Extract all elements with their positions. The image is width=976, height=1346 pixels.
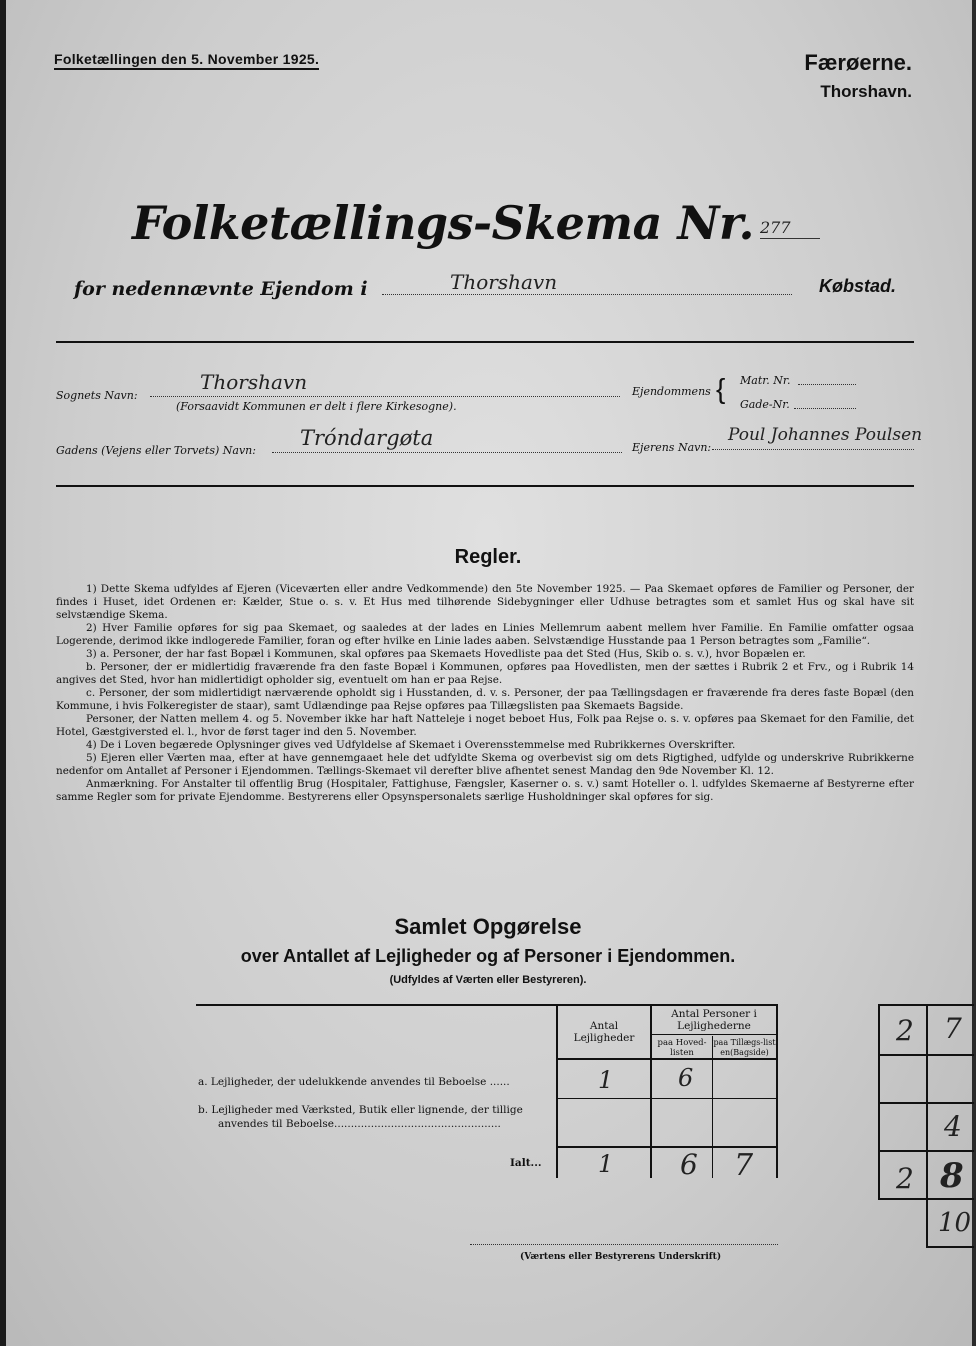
col-apartments-header: Antal Lejligheder — [573, 1020, 635, 1044]
property-label: Ejendommens — [632, 385, 711, 398]
divider-top — [56, 341, 914, 343]
summary-subheading: over Antallet af Lejligheder og af Personer i Ejendommen. — [240, 946, 736, 966]
row-total-label: Ialt... — [510, 1157, 542, 1169]
row-a-apartments: 1 — [598, 1066, 614, 1094]
rule-3-note: Personer, der Natten mellem 4. og 5. November ikke har haft Natteleje i noget beboet Hus, Folk paa Rejse o. s. v. opføres paa Skemaet for den Familie, det Hotel, Gæstgiversted el. l., hvor de først tager ind den 5. November. — [56, 713, 914, 738]
owner-value: Poul Johannes Poulsen — [728, 425, 923, 445]
side-r5c2: 10 — [938, 1208, 972, 1238]
signature-line — [470, 1244, 778, 1245]
summary-heading: Samlet Opgørelse — [394, 914, 582, 939]
street-value: Tróndargøta — [300, 426, 434, 450]
parish-fill-line — [150, 396, 620, 397]
rule-1: 1) Dette Skema udfyldes af Ejeren (Viceværten eller andre Vedkommende) den 5te November 1925. — Paa Skemaet opføres de Familier og Personer, der findes i Huset, idet Ordenen er: Kælder, Stue o. s. v. Et Hus med tilhørende Sidebygninger eller Udhuse betragtes som et samlet Hus og skal have sit selvstændige Skema. — [56, 583, 914, 621]
city-header: Thorshavn. — [820, 82, 912, 101]
parish-note: (Forsaavidt Kommunen er delt i flere Kirkesogne). — [176, 400, 457, 413]
owner-fill-line — [712, 449, 914, 450]
rules-text — [56, 583, 914, 804]
rule-5: 5) Ejeren eller Værten maa, efter at have gennemgaaet hele det udfyldte Skema og overbevist sig om dets Rigtighed, udfylde og underskrive Rubrikkerne nedenfor om Antallet af Personer i Ejendommen. Tællings-Skemaet vil derefter blive afhentet senest Mandag den 9de November Kl. 12. — [56, 752, 914, 777]
rule-remark: Anmærkning. For Anstalter til offentlig Brug (Hospitaler, Fattighuse, Fængsler, Kaserner o. s. v.) samt Hoteller o. l. udfyldes Skemaerne af Bestyrerne efter samme Regler som for private Ejendomme. Bestyrerens eller Opsynspersonalets særlige Husholdninger skal opføres for sig. — [56, 778, 914, 803]
census-date-header: Folketællingen den 5. November 1925. — [54, 51, 319, 70]
region-header: Færøerne. — [804, 50, 912, 75]
side-r4c1: 2 — [896, 1162, 914, 1195]
scan-border-right — [972, 0, 976, 1346]
gade-label: Gade-Nr. — [740, 398, 790, 411]
rule-3b: b. Personer, der er midlertidig fraværende fra den faste Bopæl i Kommunen, opføres paa Hovedlisten, men der sættes i Rubrik 2 et Frv., og i Rubrik 14 angives det Sted, hvor han midlertidigt opholder sig, eventuelt om han er paa Rejse. — [56, 661, 914, 686]
total-apartments: 1 — [598, 1150, 614, 1178]
total-main: 6 — [680, 1148, 698, 1181]
divider-middle — [56, 485, 914, 487]
table-header-line — [556, 1058, 778, 1060]
col-main-header: paa Hoved-listen — [657, 1038, 707, 1058]
total-supp: 7 — [734, 1148, 754, 1183]
side-box-row-1 — [878, 1054, 974, 1056]
rules-title: Regler. — [454, 546, 522, 568]
rule-2: 2) Hver Familie opføres for sig paa Skemaet, og saaledes at der lades en Linies Mellemrum aabent mellem hver Familie. En Familie omfatter ogsaa Logerende, derimod ikke indlogerede Familier, foran og efter hvilke en Linie lades aaben. Selvstændige Husstande paa 1 Person betragtes som „Familie“. — [56, 622, 914, 647]
rule-4: 4) De i Loven begærede Oplysninger gives ved Udfyldelse af Skemaet i Overensstemmelse med Rubrikkernes Overskrifter. — [86, 739, 736, 751]
parish-label: Sognets Navn: — [56, 389, 138, 402]
side-box-row-5 — [926, 1246, 974, 1248]
owner-label: Ejerens Navn: — [632, 441, 712, 454]
gade-fill-line — [794, 408, 856, 409]
street-fill-line — [272, 452, 622, 453]
side-box-row-4 — [878, 1198, 974, 1200]
town-fill-line — [382, 294, 792, 295]
summary-note: (Udfyldes af Værten eller Bestyreren). — [389, 974, 587, 986]
side-box-row-3 — [878, 1150, 974, 1152]
rule-3c: c. Personer, der som midlertidigt nærværende opholdt sig i Husstanden, d. v. s. Personer, der paa Tællingsdagen er fraværende fra deres faste Bopæl (den Kommune, i hvis Folkeregister de staar), samt Udlændinge paa Rejse opføres paa Tillægslisten paa Skemaets Bagside. — [56, 687, 914, 712]
property-subtitle: for nedennævnte Ejendom i — [74, 278, 368, 300]
street-label: Gadens (Vejens eller Torvets) Navn: — [56, 444, 256, 457]
form-number-line — [760, 238, 820, 239]
side-r1c1: 2 — [896, 1014, 914, 1047]
side-box-mid — [926, 1004, 928, 1248]
matr-label: Matr. Nr. — [740, 374, 791, 387]
parish-value: Thorshavn — [200, 370, 308, 394]
table-persons-divider — [652, 1034, 776, 1035]
row-b-label-2: anvendes til Beboelse.................................................. — [218, 1118, 501, 1130]
table-vline-4 — [776, 1006, 778, 1178]
col-supp-header: paa Tillægs-listen(Bagside) — [713, 1038, 776, 1057]
side-box-row-2 — [878, 1102, 974, 1104]
row-a-main: 6 — [678, 1064, 694, 1092]
rule-3a: 3) a. Personer, der har fast Bopæl i Kommunen, skal opføres paa Skemaets Hovedliste paa det Sted (Hus, Skib o. s. v.), hvor Bopælen er. — [86, 648, 806, 660]
form-number: 277 — [760, 218, 791, 237]
scan-border-left — [0, 0, 6, 1346]
col-persons-header: Antal Personer i Lejlighederne — [671, 1008, 757, 1032]
property-brace: { — [716, 373, 726, 404]
matr-fill-line — [798, 384, 856, 385]
row-b-label-1: b. Lejligheder med Værksted, Butik eller lignende, der tillige — [198, 1104, 523, 1116]
side-r1c2: 7 — [944, 1012, 962, 1045]
table-top-line — [196, 1004, 778, 1006]
signature-label: (Værtens eller Bestyrerens Underskrift) — [520, 1252, 722, 1262]
side-r3c2: 4 — [944, 1110, 962, 1143]
row-a-label: a. Lejligheder, der udelukkende anvendes til Beboelse ...... — [198, 1076, 510, 1088]
form-title: Folketællings-Skema Nr. — [132, 196, 754, 250]
side-r4c2: 8 — [940, 1156, 964, 1196]
town-type: Købstad. — [818, 276, 896, 296]
town-handwritten: Thorshavn — [450, 270, 558, 294]
table-row-a-line — [556, 1098, 778, 1099]
